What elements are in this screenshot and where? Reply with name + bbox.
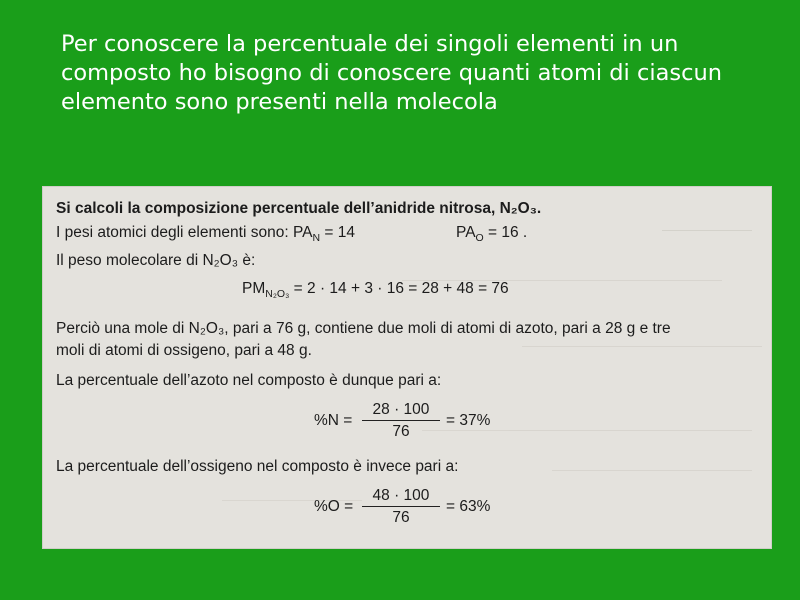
oxygen-denominator: 76	[392, 509, 410, 526]
oxygen-numerator: 48 · 100	[362, 487, 440, 507]
pa-n-label: PA	[292, 224, 313, 241]
pa-o-sub: O	[475, 232, 484, 245]
nitrogen-lhs: %N =	[314, 412, 353, 429]
atomic-weights-line	[56, 224, 355, 244]
molecular-weight-expression	[242, 280, 509, 300]
slide-title: Per conoscere la percentuale dei singoli elementi in un composto ho bisogno di conoscere quanti atomi di ciascun elemento sono presenti nella molecola	[61, 31, 722, 115]
molecular-weight-intro: Il peso molecolare di N₂O₃ è:	[56, 252, 256, 269]
nitrogen-result: = 37%	[446, 412, 491, 429]
oxygen-result: = 63%	[446, 498, 491, 515]
oxygen-lhs: %O =	[314, 498, 354, 515]
pa-o-value: = 16 .	[483, 224, 528, 241]
pa-o-label: PA	[456, 224, 476, 241]
oxygen-intro: La percentuale dell’ossigeno nel composto è invece pari a:	[56, 458, 459, 475]
pa-o-expression	[456, 224, 527, 244]
nitrogen-fraction	[362, 401, 440, 441]
pm-sub: N₂O₃	[265, 288, 290, 301]
nitrogen-intro: La percentuale dell’azoto nel composto è dunque pari a:	[56, 372, 442, 389]
oxygen-fraction	[362, 487, 440, 527]
pa-n-value: = 14	[320, 224, 355, 241]
nitrogen-denominator: 76	[392, 423, 410, 440]
pm-expression: = 2 · 14 + 3 · 16 = 28 + 48 = 76	[289, 280, 509, 297]
mole-line-2: moli di atomi di ossigeno, pari a 48 g.	[56, 342, 312, 359]
pa-n-sub: N	[312, 232, 321, 245]
nitrogen-numerator: 28 · 100	[362, 401, 440, 421]
mole-line-1: Perciò una mole di N₂O₃, pari a 76 g, contiene due moli di atomi di azoto, pari a 28 g e tre	[56, 320, 671, 337]
example-heading: Si calcoli la composizione percentuale dell’anidride nitrosa, N₂O₃.	[56, 200, 542, 217]
pm-label: PM	[242, 280, 266, 297]
textbook-scan	[42, 186, 772, 549]
atomic-weights-intro: I pesi atomici degli elementi sono:	[56, 224, 293, 241]
